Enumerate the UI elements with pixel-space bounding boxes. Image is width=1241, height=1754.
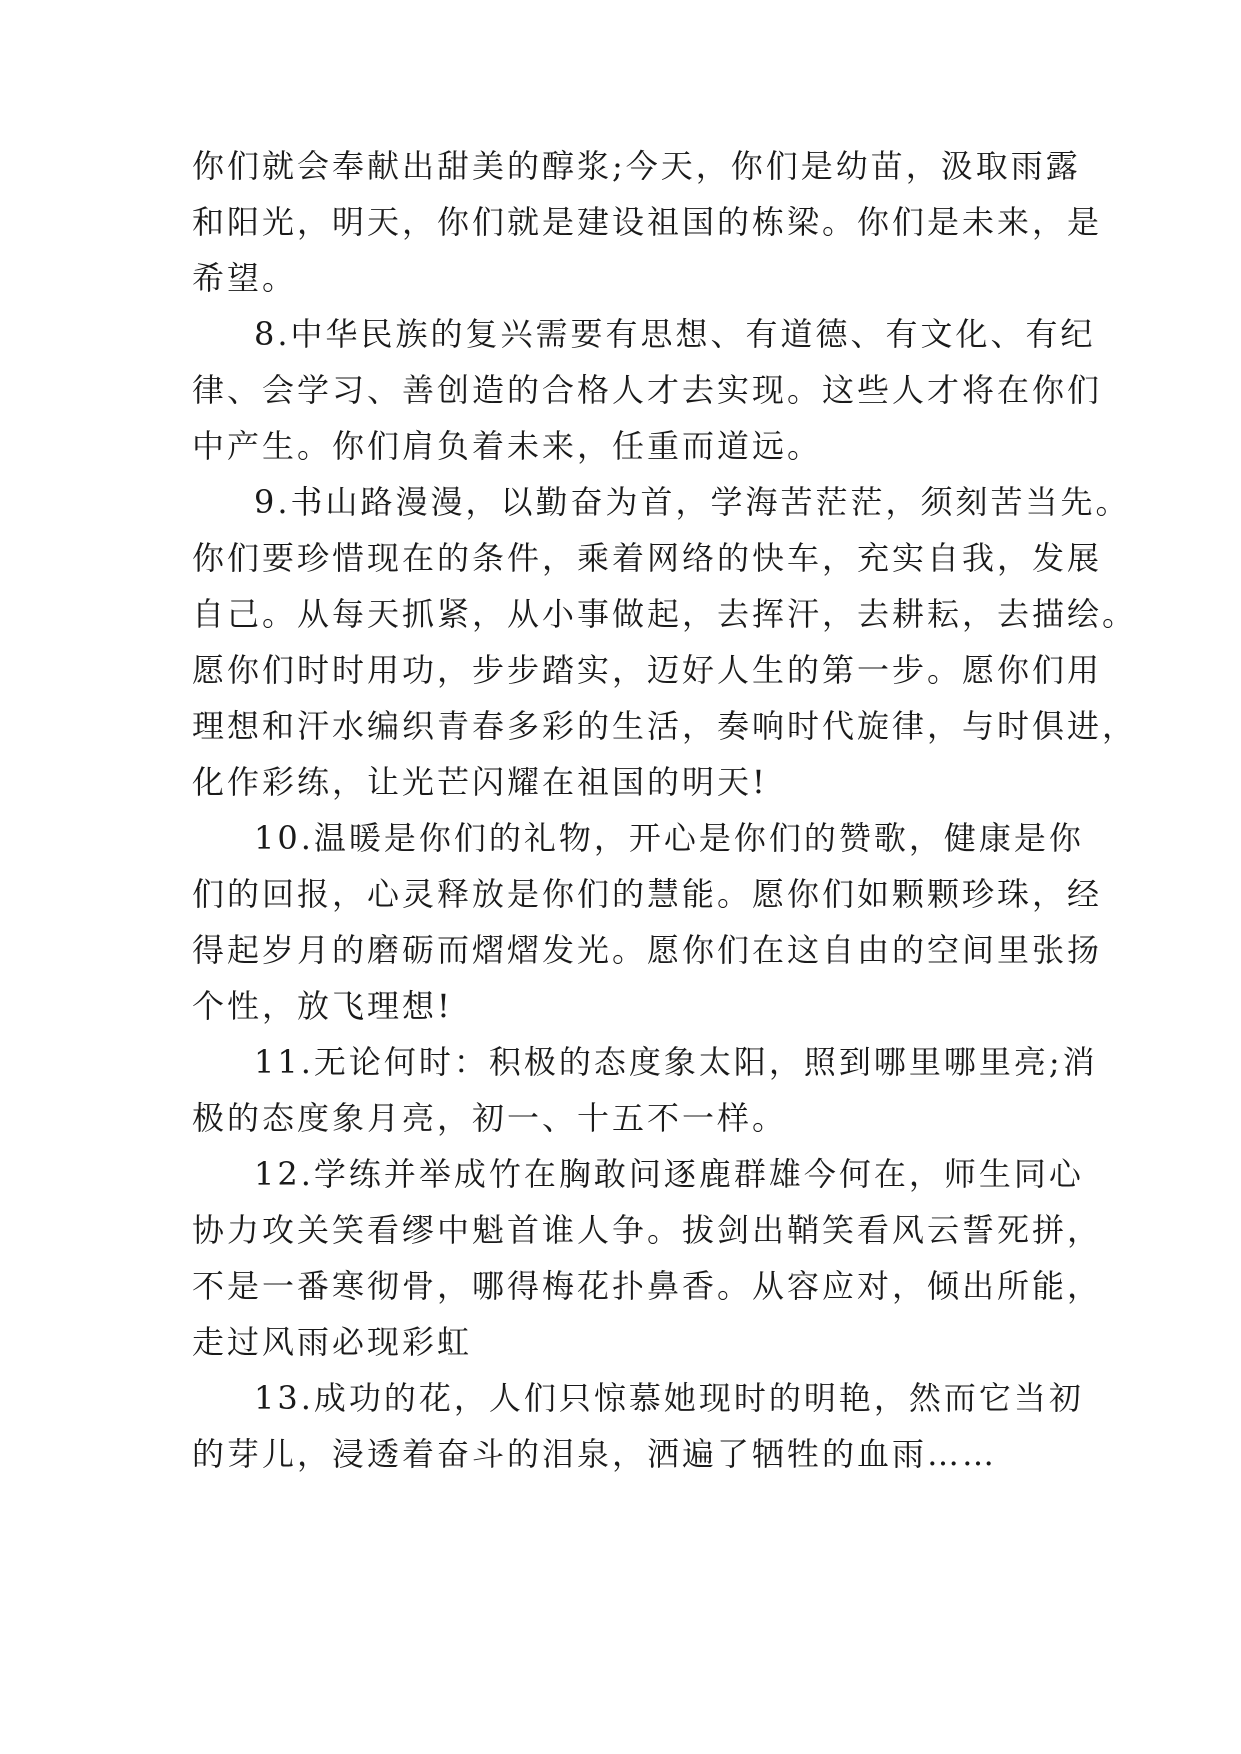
paragraph-13-line: 13.成功的花，人们只惊慕她现时的明艳，然而它当初 — [254, 1379, 1084, 1417]
paragraph-11-line: 11.无论何时：积极的态度象太阳，照到哪里哪里亮;消 — [254, 1043, 1098, 1081]
text-line: 极的态度象月亮，初一、十五不一样。 — [192, 1099, 788, 1137]
text-line: 和阳光，明天，你们就是建设祖国的栋梁。你们是未来，是 — [192, 203, 1103, 241]
text-line: 不是一番寒彻骨，哪得梅花扑鼻香。从容应对，倾出所能， — [192, 1267, 1103, 1305]
text-line: 希望。 — [192, 259, 298, 297]
text-line: 理想和汗水编织青春多彩的生活，奏响时代旋律，与时俱进， — [192, 707, 1138, 745]
text-line: 律、会学习、善创造的合格人才去实现。这些人才将在你们 — [192, 371, 1103, 409]
text-line: 协力攻关笑看缪中魁首谁人争。拔剑出鞘笑看风云誓死拼， — [192, 1211, 1103, 1249]
text-line: 化作彩练，让光芒闪耀在祖国的明天! — [192, 763, 768, 801]
text-line: 们的回报，心灵释放是你们的慧能。愿你们如颗颗珍珠，经 — [192, 875, 1103, 913]
paragraph-12-line: 12.学练并举成竹在胸敢问逐鹿群雄今何在，师生同心 — [254, 1155, 1084, 1193]
text-line: 你们要珍惜现在的条件，乘着网络的快车，充实自我，发展 — [192, 539, 1103, 577]
paragraph-10-line: 10.温暖是你们的礼物，开心是你们的赞歌，健康是你 — [254, 819, 1084, 857]
text-line: 的芽儿，浸透着奋斗的泪泉，洒遍了牺牲的血雨…… — [192, 1435, 998, 1473]
text-line: 得起岁月的磨砺而熠熠发光。愿你们在这自由的空间里张扬 — [192, 931, 1103, 969]
text-line: 自己。从每天抓紧，从小事做起，去挥汗，去耕耘，去描绘。 — [192, 595, 1138, 633]
paragraph-8-line: 8.中华民族的复兴需要有思想、有道德、有文化、有纪 — [254, 315, 1096, 353]
text-line: 中产生。你们肩负着未来，任重而道远。 — [192, 427, 823, 465]
text-line: 个性，放飞理想! — [192, 987, 453, 1025]
paragraph-9-line: 9.书山路漫漫，以勤奋为首，学海苦茫茫，须刻苦当先。 — [254, 483, 1131, 521]
text-line: 走过风雨必现彩虹 — [192, 1323, 473, 1361]
text-line: 愿你们时时用功，步步踏实，迈好人生的第一步。愿你们用 — [192, 651, 1103, 689]
text-line: 你们就会奉献出甜美的醇浆;今天，你们是幼苗，汲取雨露 — [192, 147, 1081, 185]
